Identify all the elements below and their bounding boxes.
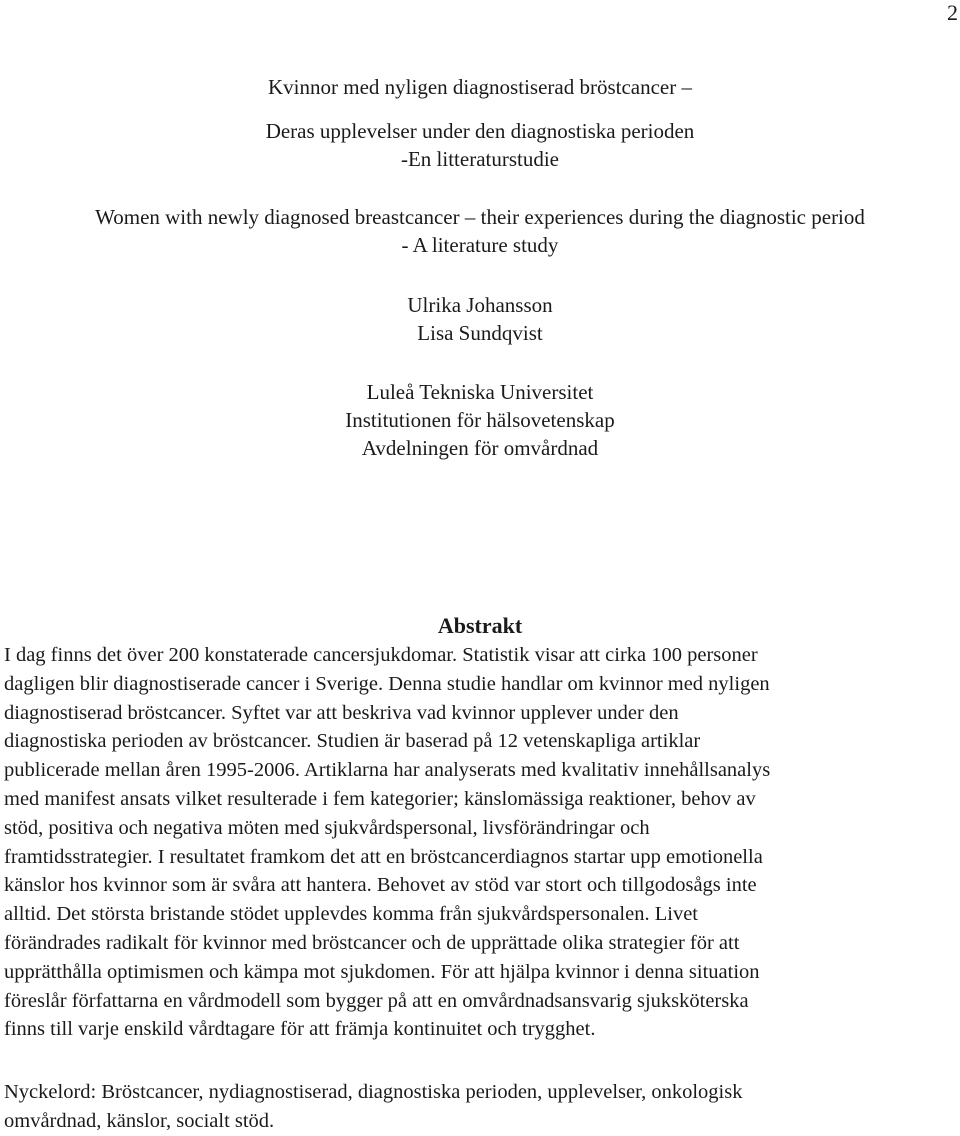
abstract-line: förändrades radikalt för kvinnor med bröstcancer och de upprättade olika strategier för att [4,931,740,954]
keywords [4,1078,960,1136]
swedish-title-line: Kvinnor med nyligen diagnostiserad bröstcancer – [268,75,692,99]
abstract-line: publicerade mellan åren 1995-2006. Artiklarna har analyserats med kvalitativ innehållsanalys [4,759,771,782]
english-title-line-2: - A literature study [401,233,559,257]
author-name: Lisa Sundqvist [417,321,543,345]
swedish-title [0,73,960,101]
abstract-line: diagnostiserad bröstcancer. Syftet var att beskriva vad kvinnor upplever under den [4,701,679,724]
english-title [0,203,960,259]
abstract-line: känslor hos kvinnor som är svåra att hantera. Behovet av stöd var stort och tillgodosågs inte [4,874,757,897]
abstract-line: föreslår författarna en vårdmodell som bygger på att en omvårdnadsansvarig sjuksköterska [4,989,749,1012]
affiliation-university: Luleå Tekniska Universitet [366,380,594,404]
abstract-line: med manifest ansats vilket resulterade i fem kategorier; känslomässiga reaktioner, behov av [4,787,756,810]
abstract-line: finns till varje enskild vårdtagare för att främja kontinuitet och trygghet. [4,1018,596,1041]
swedish-subtitle-line-2: -En litteraturstudie [400,147,560,171]
abstract-line: stöd, positiva och negativa möten med sjukvårdspersonal, livsförändringar och [4,816,650,839]
authors [0,291,960,347]
affiliation-department: Avdelningen för omvårdnad [361,436,599,460]
swedish-subtitle-line-1: Deras upplevelser under den diagnostiska perioden [265,119,695,143]
abstract-heading: Abstrakt [437,613,523,638]
abstract-line: dagligen blir diagnostiserade cancer i Sverige. Denna studie handlar om kvinnor med nyligen [4,672,770,695]
abstract-line: framtidsstrategier. I resultatet framkom det att en bröstcancerdiagnos startar upp emotionella [4,845,763,868]
swedish-subtitle [0,117,960,173]
page-number: 2 [947,0,958,25]
author-name: Ulrika Johansson [407,293,553,317]
keywords-line: Nyckelord: Bröstcancer, nydiagnostiserad, diagnostiska perioden, upplevelser, onkologisk [4,1081,743,1103]
abstract-body [4,641,960,1044]
abstract-line: upprätthålla optimismen och kämpa mot sjukdomen. För att hjälpa kvinnor i denna situation [4,960,760,983]
abstract-line: alltid. Det största bristande stödet upplevdes komma från sjukvårdspersonalen. Livet [4,903,698,926]
abstract-line: I dag finns det över 200 konstaterade cancersjukdomar. Statistik visar att cirka 100 personer [4,644,758,666]
english-title-line-1: Women with newly diagnosed breastcancer – their experiences during the diagnostic period [95,205,865,229]
abstract-line: diagnostiska perioden av bröstcancer. Studien är baserad på 12 vetenskapliga artiklar [4,730,701,753]
affiliation [0,378,960,462]
affiliation-institution: Institutionen för hälsovetenskap [345,408,615,432]
keywords-line: omvårdnad, känslor, socialt stöd. [4,1109,275,1132]
